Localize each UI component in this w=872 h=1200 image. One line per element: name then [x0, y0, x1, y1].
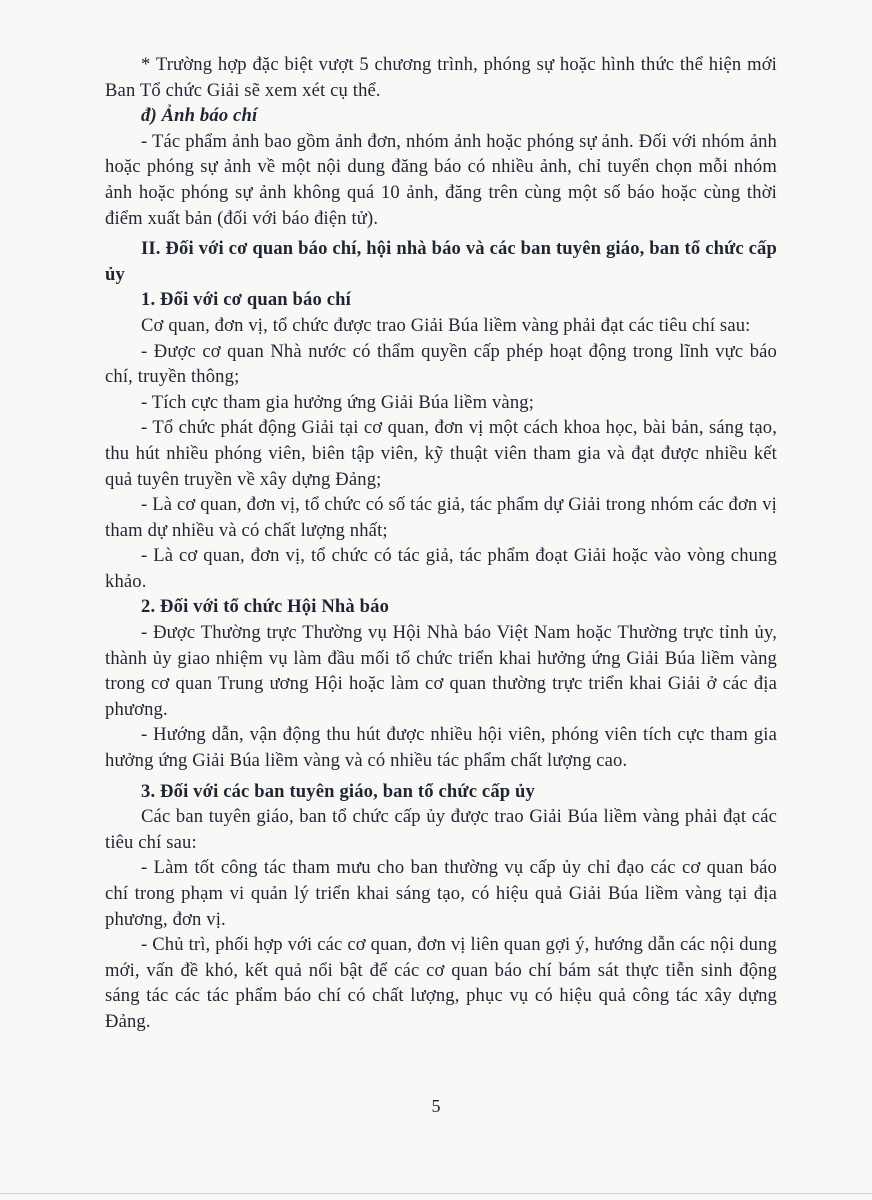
criteria-item: - Là cơ quan, đơn vị, tổ chức có tác giả, tác phẩm đoạt Giải hoặc vào vòng chung khảo. — [105, 545, 777, 592]
criteria-item: - Tích cực tham gia hưởng ứng Giải Búa liềm vàng; — [141, 391, 535, 413]
criteria-intro-3: Các ban tuyên giáo, ban tổ chức cấp ủy được trao Giải Búa liềm vàng phải đạt các tiêu chí sau: — [105, 806, 777, 853]
page-number: 5 — [431, 1096, 441, 1116]
subheading-journalists-association: 2. Đối với tổ chức Hội Nhà báo — [141, 596, 390, 618]
criteria-item: - Được Thường trực Thường vụ Hội Nhà báo Việt Nam hoặc Thường trực tỉnh ủy, thành ủy giao nhiệm vụ làm đầu mối tổ chức triển khai hưởng ứng Giải Búa liềm vàng trong cơ quan Trung ương Hội hoặc làm cơ quan thường trực triển khai Giải ở các địa phương. — [105, 622, 777, 720]
photo-paragraph: - Tác phẩm ảnh bao gồm ảnh đơn, nhóm ảnh hoặc phóng sự ảnh. Đối với nhóm ảnh hoặc phóng sự ảnh về một nội dung đăng báo có nhiều ảnh, chỉ tuyển chọn mỗi nhóm ảnh hoặc phóng sự ảnh không quá 10 ảnh, đăng trên cùng một số báo hoặc cùng thời điểm xuất bản (đối với báo điện tử). — [105, 130, 777, 229]
section-heading-ii: II. Đối với cơ quan báo chí, hội nhà báo và các ban tuyên giáo, ban tổ chức cấp ủy — [105, 238, 777, 285]
page-edge-divider — [0, 1193, 872, 1194]
criteria-item: - Làm tốt công tác tham mưu cho ban thường vụ cấp ủy chỉ đạo các cơ quan báo chí trong phạm vi quản lý triển khai sáng tạo, có hiệu quả Giải Búa liềm vàng tại địa phương, đơn vị. — [105, 857, 777, 930]
criteria-intro-1: Cơ quan, đơn vị, tổ chức được trao Giải Búa liềm vàng phải đạt các tiêu chí sau: — [141, 314, 751, 336]
subheading-press-agencies: 1. Đối với cơ quan báo chí — [141, 289, 351, 311]
document-body — [105, 52, 777, 1035]
note-paragraph: * Trường hợp đặc biệt vượt 5 chương trình, phóng sự hoặc hình thức thể hiện mới Ban Tổ chức Giải sẽ xem xét cụ thể. — [105, 54, 777, 101]
criteria-item: - Được cơ quan Nhà nước có thẩm quyền cấp phép hoạt động trong lĩnh vực báo chí, truyền thông; — [105, 340, 777, 388]
section-heading-photo: đ) Ảnh báo chí — [141, 105, 258, 127]
criteria-item: - Tổ chức phát động Giải tại cơ quan, đơn vị một cách khoa học, bài bản, sáng tạo, thu hút nhiều phóng viên, biên tập viên, kỹ thuật viên tham gia và đạt được nhiều kết quả tuyên truyền về xây dựng Đảng; — [105, 417, 777, 490]
criteria-item: - Là cơ quan, đơn vị, tổ chức có số tác giả, tác phẩm dự Giải trong nhóm các đơn vị tham dự nhiều và có chất lượng nhất; — [105, 494, 777, 541]
subheading-propaganda-boards: 3. Đối với các ban tuyên giáo, ban tổ chức cấp ủy — [141, 780, 535, 802]
criteria-item: - Hướng dẫn, vận động thu hút được nhiều hội viên, phóng viên tích cực tham gia hưởng ứng Giải Búa liềm vàng và có nhiều tác phẩm chất lượng cao. — [105, 724, 777, 772]
criteria-item: - Chủ trì, phối hợp với các cơ quan, đơn vị liên quan gợi ý, hướng dẫn các nội dung mới, vấn đề khó, kết quả nổi bật để các cơ quan báo chí bám sát thực tiễn sinh động sáng tác các tác phẩm báo chí có chất lượng, phục vụ có hiệu quả công tác xây dựng Đảng. — [105, 934, 777, 1032]
